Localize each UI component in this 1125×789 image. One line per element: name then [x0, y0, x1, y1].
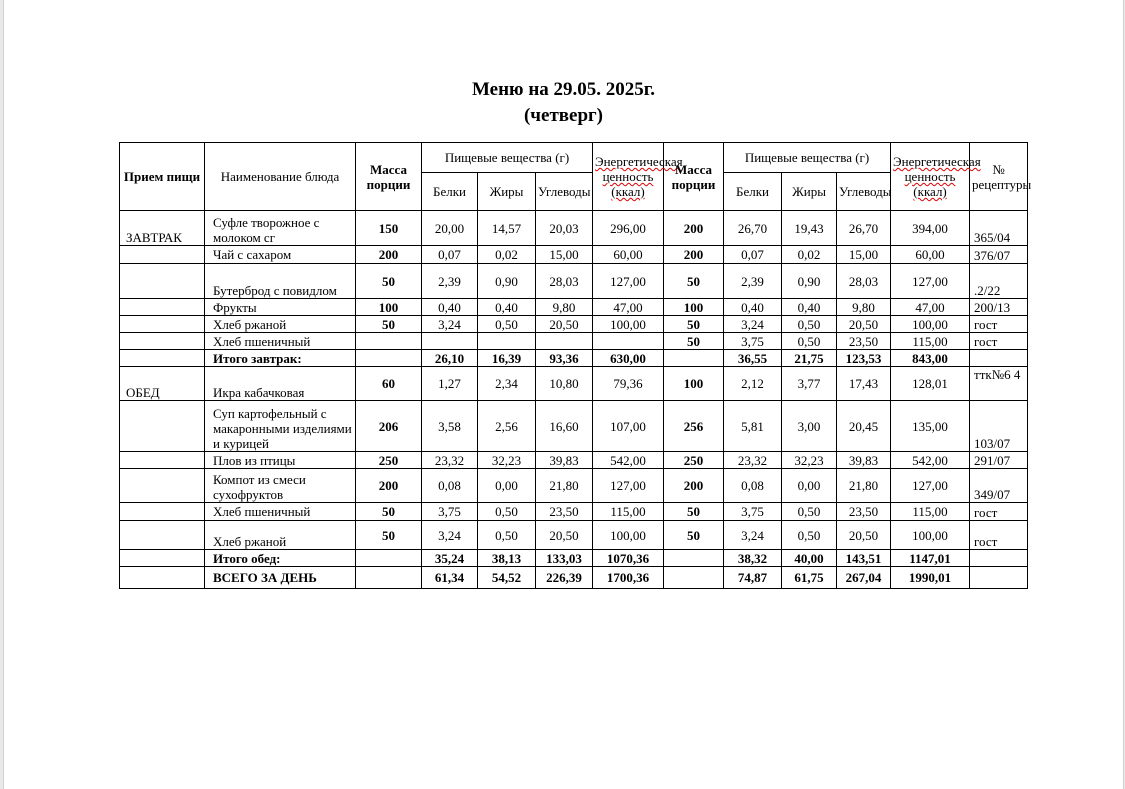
fat-1-cell — [478, 333, 536, 350]
recipe-cell: 365/04 — [970, 211, 1028, 246]
dish-name: ВСЕГО ЗА ДЕНЬ — [205, 567, 356, 589]
recipe-cell: 200/13 — [970, 299, 1028, 316]
energy-1-cell: 127,00 — [593, 264, 664, 299]
menu-table-body — [120, 211, 1028, 589]
carbs-1-cell: 20,03 — [536, 211, 593, 246]
fat-1-cell: 0,02 — [478, 246, 536, 264]
fat-2-cell: 21,75 — [782, 350, 837, 367]
fat-2-cell: 0,00 — [782, 469, 837, 503]
dish-name: Итого завтрак: — [205, 350, 356, 367]
energy-1-cell — [593, 333, 664, 350]
carbs-2-cell: 9,80 — [837, 299, 891, 316]
carbs-1-cell: 226,39 — [536, 567, 593, 589]
recipe-cell: 376/07 — [970, 246, 1028, 264]
energy-2-cell: 135,00 — [891, 401, 970, 452]
header-nutrients-2: Пищевые вещества (г) — [724, 143, 891, 173]
mass-1-cell: 60 — [356, 367, 422, 401]
header-protein-2: Белки — [724, 173, 782, 211]
energy-1-cell: 79,36 — [593, 367, 664, 401]
carbs-2-cell: 20,50 — [837, 521, 891, 550]
recipe-cell: 291/07 — [970, 452, 1028, 469]
protein-2-cell: 26,70 — [724, 211, 782, 246]
mass-2-cell: 50 — [664, 521, 724, 550]
meal-cell — [120, 401, 205, 452]
header-mass-1: Масса порции — [356, 143, 422, 211]
recipe-cell: гост — [970, 333, 1028, 350]
mass-1-cell: 150 — [356, 211, 422, 246]
protein-2-cell: 3,75 — [724, 333, 782, 350]
carbs-1-cell: 9,80 — [536, 299, 593, 316]
energy-1-cell: 60,00 — [593, 246, 664, 264]
fat-2-cell: 40,00 — [782, 550, 837, 567]
fat-1-cell: 38,13 — [478, 550, 536, 567]
energy-1-cell: 115,00 — [593, 503, 664, 521]
dish-name: Плов из птицы — [205, 452, 356, 469]
mass-1-cell: 206 — [356, 401, 422, 452]
protein-2-cell: 2,39 — [724, 264, 782, 299]
mass-2-cell: 200 — [664, 246, 724, 264]
meal-cell — [120, 316, 205, 333]
carbs-2-cell: 17,43 — [837, 367, 891, 401]
mass-2-cell: 100 — [664, 299, 724, 316]
table-row — [120, 401, 1028, 452]
carbs-1-cell: 10,80 — [536, 367, 593, 401]
protein-1-cell: 1,27 — [422, 367, 478, 401]
mass-1-cell: 250 — [356, 452, 422, 469]
dish-name: Хлеб пшеничный — [205, 503, 356, 521]
carbs-2-cell: 143,51 — [837, 550, 891, 567]
meal-cell — [120, 246, 205, 264]
carbs-1-cell: 20,50 — [536, 316, 593, 333]
meal-cell: ЗАВТРАК — [120, 211, 205, 246]
carbs-2-cell: 39,83 — [837, 452, 891, 469]
energy-1-cell: 47,00 — [593, 299, 664, 316]
meal-cell — [120, 452, 205, 469]
dish-name: Хлеб пшеничный — [205, 333, 356, 350]
header-fat-1: Жиры — [478, 173, 536, 211]
protein-1-cell: 35,24 — [422, 550, 478, 567]
fat-2-cell: 19,43 — [782, 211, 837, 246]
dish-name: Хлеб ржаной — [205, 316, 356, 333]
energy-2-cell: 115,00 — [891, 333, 970, 350]
protein-1-cell: 3,24 — [422, 521, 478, 550]
carbs-2-cell: 21,80 — [837, 469, 891, 503]
energy-1-cell: 107,00 — [593, 401, 664, 452]
menu-title: Меню на 29.05. 2025г. — [471, 79, 655, 100]
energy-2-cell: 100,00 — [891, 521, 970, 550]
dish-name: Фрукты — [205, 299, 356, 316]
carbs-1-cell — [536, 333, 593, 350]
meal-cell — [120, 299, 205, 316]
fat-1-cell: 54,52 — [478, 567, 536, 589]
mass-1-cell — [356, 567, 422, 589]
mass-1-cell: 50 — [356, 264, 422, 299]
carbs-1-cell: 16,60 — [536, 401, 593, 452]
energy-2-cell: 128,01 — [891, 367, 970, 401]
protein-1-cell: 2,39 — [422, 264, 478, 299]
table-row — [120, 550, 1028, 567]
fat-2-cell: 3,77 — [782, 367, 837, 401]
recipe-cell: гост — [970, 316, 1028, 333]
protein-2-cell: 0,07 — [724, 246, 782, 264]
table-row — [120, 316, 1028, 333]
menu-table — [119, 142, 1032, 589]
table-row — [120, 521, 1028, 550]
energy-1-cell: 100,00 — [593, 521, 664, 550]
energy-1-cell: 100,00 — [593, 316, 664, 333]
fat-2-cell: 61,75 — [782, 567, 837, 589]
mass-1-cell: 50 — [356, 503, 422, 521]
energy-1-cell: 1700,36 — [593, 567, 664, 589]
dish-name: Компот из смеси сухофруктов — [205, 469, 356, 503]
carbs-2-cell: 26,70 — [837, 211, 891, 246]
fat-1-cell: 0,50 — [478, 503, 536, 521]
mass-2-cell — [664, 550, 724, 567]
header-nutrients-1: Пищевые вещества (г) — [422, 143, 593, 173]
header-fat-2: Жиры — [782, 173, 837, 211]
fat-2-cell: 0,50 — [782, 521, 837, 550]
dish-name: Итого обед: — [205, 550, 356, 567]
meal-cell — [120, 333, 205, 350]
fat-2-cell: 0,02 — [782, 246, 837, 264]
fat-1-cell: 0,50 — [478, 316, 536, 333]
fat-2-cell: 0,50 — [782, 333, 837, 350]
protein-2-cell: 5,81 — [724, 401, 782, 452]
header-energy-2: Энергетическая ценность (ккал) — [891, 143, 970, 211]
mass-2-cell: 200 — [664, 469, 724, 503]
table-row — [120, 246, 1028, 264]
header-energy-1: Энергетическая ценность (ккал) — [593, 143, 664, 211]
fat-2-cell: 0,50 — [782, 316, 837, 333]
recipe-cell — [970, 567, 1028, 589]
fat-2-cell: 0,50 — [782, 503, 837, 521]
protein-1-cell: 20,00 — [422, 211, 478, 246]
header-carbs-2: Углеводы — [837, 173, 891, 211]
protein-1-cell: 3,75 — [422, 503, 478, 521]
mass-1-cell — [356, 350, 422, 367]
table-row — [120, 211, 1028, 246]
table-row — [120, 299, 1028, 316]
protein-2-cell: 23,32 — [724, 452, 782, 469]
recipe-cell: гост — [970, 521, 1028, 550]
carbs-1-cell: 28,03 — [536, 264, 593, 299]
energy-1-cell: 630,00 — [593, 350, 664, 367]
dish-name: Бутерброд с повидлом — [205, 264, 356, 299]
mass-1-cell: 50 — [356, 316, 422, 333]
fat-1-cell: 16,39 — [478, 350, 536, 367]
protein-2-cell: 0,08 — [724, 469, 782, 503]
carbs-1-cell: 23,50 — [536, 503, 593, 521]
fat-1-cell: 2,34 — [478, 367, 536, 401]
carbs-2-cell: 20,50 — [837, 316, 891, 333]
carbs-2-cell: 20,45 — [837, 401, 891, 452]
energy-2-cell: 1147,01 — [891, 550, 970, 567]
protein-2-cell: 3,24 — [724, 316, 782, 333]
mass-1-cell: 50 — [356, 521, 422, 550]
carbs-1-cell: 20,50 — [536, 521, 593, 550]
carbs-1-cell: 15,00 — [536, 246, 593, 264]
energy-2-cell: 127,00 — [891, 264, 970, 299]
mass-1-cell — [356, 333, 422, 350]
protein-2-cell: 2,12 — [724, 367, 782, 401]
protein-2-cell: 3,75 — [724, 503, 782, 521]
carbs-1-cell: 93,36 — [536, 350, 593, 367]
dish-name: Икра кабачковая — [205, 367, 356, 401]
fat-1-cell: 2,56 — [478, 401, 536, 452]
mass-2-cell: 256 — [664, 401, 724, 452]
mass-1-cell — [356, 550, 422, 567]
energy-2-cell: 542,00 — [891, 452, 970, 469]
energy-2-cell: 843,00 — [891, 350, 970, 367]
carbs-1-cell: 21,80 — [536, 469, 593, 503]
header-mass-2: Масса порции — [664, 143, 724, 211]
protein-2-cell: 3,24 — [724, 521, 782, 550]
table-row — [120, 469, 1028, 503]
mass-1-cell: 200 — [356, 246, 422, 264]
protein-1-cell: 3,24 — [422, 316, 478, 333]
header-carbs-1: Углеводы — [536, 173, 593, 211]
meal-cell — [120, 469, 205, 503]
protein-1-cell: 23,32 — [422, 452, 478, 469]
energy-1-cell: 127,00 — [593, 469, 664, 503]
carbs-2-cell: 23,50 — [837, 503, 891, 521]
header-dish: Наименование блюда — [205, 143, 356, 211]
meal-cell — [120, 350, 205, 367]
table-row — [120, 350, 1028, 367]
recipe-cell: 349/07 — [970, 469, 1028, 503]
energy-2-cell: 60,00 — [891, 246, 970, 264]
recipe-cell: ттк№6 4 — [970, 367, 1028, 401]
fat-1-cell: 0,50 — [478, 521, 536, 550]
energy-2-cell: 47,00 — [891, 299, 970, 316]
mass-2-cell: 50 — [664, 333, 724, 350]
energy-2-cell: 394,00 — [891, 211, 970, 246]
meal-cell: ОБЕД — [120, 367, 205, 401]
protein-1-cell: 61,34 — [422, 567, 478, 589]
fat-1-cell: 0,00 — [478, 469, 536, 503]
carbs-2-cell: 267,04 — [837, 567, 891, 589]
table-row — [120, 452, 1028, 469]
protein-2-cell: 38,32 — [724, 550, 782, 567]
header-recipe: № рецептуры — [970, 143, 1028, 211]
header-meal: Прием пищи — [120, 143, 205, 211]
protein-1-cell: 26,10 — [422, 350, 478, 367]
dish-name: Суфле творожное с молоком сг — [205, 211, 356, 246]
recipe-cell: гост — [970, 503, 1028, 521]
mass-2-cell: 50 — [664, 264, 724, 299]
mass-2-cell: 250 — [664, 452, 724, 469]
menu-day: (четверг) — [523, 105, 604, 126]
document-page — [3, 0, 1124, 789]
mass-2-cell: 100 — [664, 367, 724, 401]
protein-1-cell — [422, 333, 478, 350]
carbs-2-cell: 15,00 — [837, 246, 891, 264]
table-row — [120, 503, 1028, 521]
fat-2-cell: 3,00 — [782, 401, 837, 452]
energy-2-cell: 127,00 — [891, 469, 970, 503]
energy-1-cell: 542,00 — [593, 452, 664, 469]
carbs-1-cell: 133,03 — [536, 550, 593, 567]
carbs-2-cell: 23,50 — [837, 333, 891, 350]
protein-2-cell: 74,87 — [724, 567, 782, 589]
meal-cell — [120, 503, 205, 521]
fat-2-cell: 32,23 — [782, 452, 837, 469]
recipe-cell: .2/22 — [970, 264, 1028, 299]
carbs-2-cell: 123,53 — [837, 350, 891, 367]
table-row — [120, 333, 1028, 350]
dish-name: Хлеб ржаной — [205, 521, 356, 550]
dish-name: Суп картофельный с макаронными изделиями и курицей — [205, 401, 356, 452]
energy-1-cell: 296,00 — [593, 211, 664, 246]
protein-2-cell: 36,55 — [724, 350, 782, 367]
meal-cell — [120, 567, 205, 589]
header-protein-1: Белки — [422, 173, 478, 211]
recipe-cell — [970, 550, 1028, 567]
fat-2-cell: 0,40 — [782, 299, 837, 316]
recipe-cell — [970, 350, 1028, 367]
fat-1-cell: 0,40 — [478, 299, 536, 316]
carbs-1-cell: 39,83 — [536, 452, 593, 469]
energy-1-cell: 1070,36 — [593, 550, 664, 567]
energy-2-cell: 1990,01 — [891, 567, 970, 589]
meal-cell — [120, 264, 205, 299]
dish-name: Чай с сахаром — [205, 246, 356, 264]
fat-1-cell: 14,57 — [478, 211, 536, 246]
recipe-cell: 103/07 — [970, 401, 1028, 452]
meal-cell — [120, 521, 205, 550]
protein-1-cell: 0,40 — [422, 299, 478, 316]
meal-cell — [120, 550, 205, 567]
table-row — [120, 367, 1028, 401]
energy-2-cell: 115,00 — [891, 503, 970, 521]
mass-2-cell — [664, 567, 724, 589]
mass-1-cell: 100 — [356, 299, 422, 316]
fat-2-cell: 0,90 — [782, 264, 837, 299]
mass-1-cell: 200 — [356, 469, 422, 503]
protein-1-cell: 0,08 — [422, 469, 478, 503]
energy-2-cell: 100,00 — [891, 316, 970, 333]
table-row — [120, 264, 1028, 299]
fat-1-cell: 0,90 — [478, 264, 536, 299]
table-row — [120, 567, 1028, 589]
protein-2-cell: 0,40 — [724, 299, 782, 316]
carbs-2-cell: 28,03 — [837, 264, 891, 299]
mass-2-cell — [664, 350, 724, 367]
protein-1-cell: 3,58 — [422, 401, 478, 452]
protein-1-cell: 0,07 — [422, 246, 478, 264]
fat-1-cell: 32,23 — [478, 452, 536, 469]
mass-2-cell: 50 — [664, 316, 724, 333]
mass-2-cell: 50 — [664, 503, 724, 521]
mass-2-cell: 200 — [664, 211, 724, 246]
